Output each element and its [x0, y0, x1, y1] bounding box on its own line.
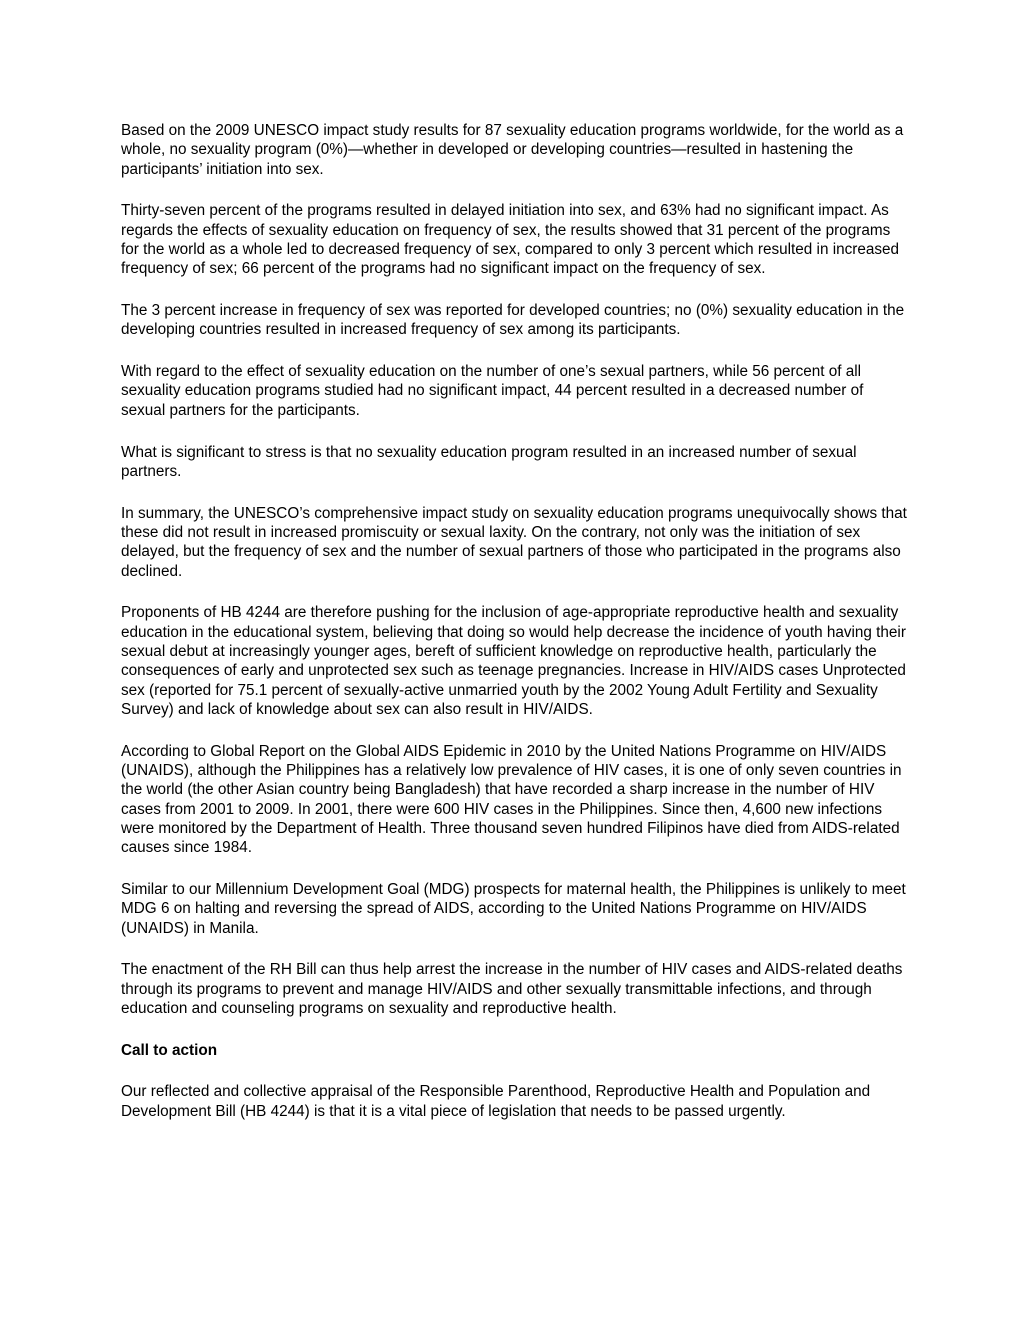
paragraph-summary: In summary, the UNESCO’s comprehensive impact study on sexuality education programs unequivocally shows that these did not result in increased promiscuity or sexual laxity. On the contrary, not only was the initiation of sex delayed, but the frequency of sex and the number of sexual partners of those who participated in the programs also declined.	[121, 504, 907, 580]
paragraph-mdg: Similar to our Millennium Development Goal (MDG) prospects for maternal health, the Philippines is unlikely to meet MDG 6 on halting and reversing the spread of AIDS, according to the United Nations Programme on HIV/AIDS (UNAIDS) in Manila.	[121, 880, 906, 937]
paragraph-significant-stress: What is significant to stress is that no sexuality education program resulted in an increased number of sexual partners.	[121, 443, 857, 480]
document-page	[121, 121, 911, 1144]
paragraph-proponents: Proponents of HB 4244 are therefore pushing for the inclusion of age-appropriate reproductive health and sexuality education in the educational system, believing that doing so would help decrease the incidence of youth having their sexual debut at increasingly younger ages, bereft of sufficient knowledge on reproductive health, particularly the consequences of early and unprotected sex such as teenage pregnancies. Increase in HIV/AIDS cases Unprotected sex (reported for 75.1 percent of sexually-active unmarried youth by the 2002 Young Adult Fertility and Sexuality Survey) and lack of knowledge about sex can also result in HIV/AIDS.	[121, 604, 906, 718]
paragraph-global-report: According to Global Report on the Global AIDS Epidemic in 2010 by the United Nations Programme on HIV/AIDS (UNAIDS), although the Philippines has a relatively low prevalence of HIV cases, it is one of only seven countries in the world (the other Asian country being Bangladesh) that have recorded a sharp increase in the number of HIV cases from 2001 to 2009. In 2001, there were 600 HIV cases in the Philippines. Since then, 4,600 new infections were monitored by the Department of Health. Three thousand seven hundred Filipinos have died from AIDS-related causes since 1984.	[121, 742, 902, 857]
paragraph-rh-bill: The enactment of the RH Bill can thus help arrest the increase in the number of HIV cases and AIDS-related deaths through its programs to prevent and manage HIV/AIDS and other sexually transmittable infections, and through education and counseling programs on sexuality and reproductive health.	[121, 961, 903, 1017]
section-heading: Call to action	[121, 1041, 218, 1059]
paragraph-delayed-initiation: Thirty-seven percent of the programs resulted in delayed initiation into sex, and 63% had no significant impact. As regards the effects of sexuality education on frequency of sex, the results showed that 31 percent of the programs for the world as a whole led to decreased frequency of sex, compared to only 3 percent which resulted in increased frequency of sex; 66 percent of the programs had no significant impact on the frequency of sex.	[121, 202, 900, 278]
paragraph-sexual-partners: With regard to the effect of sexuality education on the number of one’s sexual partners, while 56 percent of all sexuality education programs studied had no significant impact, 44 percent resulted in a decreased number of sexual partners for the participants.	[121, 363, 864, 419]
paragraph-unesco-study: Based on the 2009 UNESCO impact study results for 87 sexuality education programs worldwide, for the world as a whole, no sexuality program (0%)—whether in developed or developing countries—resulted in hastening the participants’ initiation into sex.	[121, 122, 904, 178]
paragraph-closing: Our reflected and collective appraisal of the Responsible Parenthood, Reproductive Health and Population and Development Bill (HB 4244) is that it is a vital piece of legislation that needs to be passed urgently.	[121, 1083, 871, 1120]
paragraph-frequency-developed: The 3 percent increase in frequency of sex was reported for developed countries; no (0%) sexuality education in the developing countries resulted in increased frequency of sex among its participants.	[121, 302, 905, 339]
